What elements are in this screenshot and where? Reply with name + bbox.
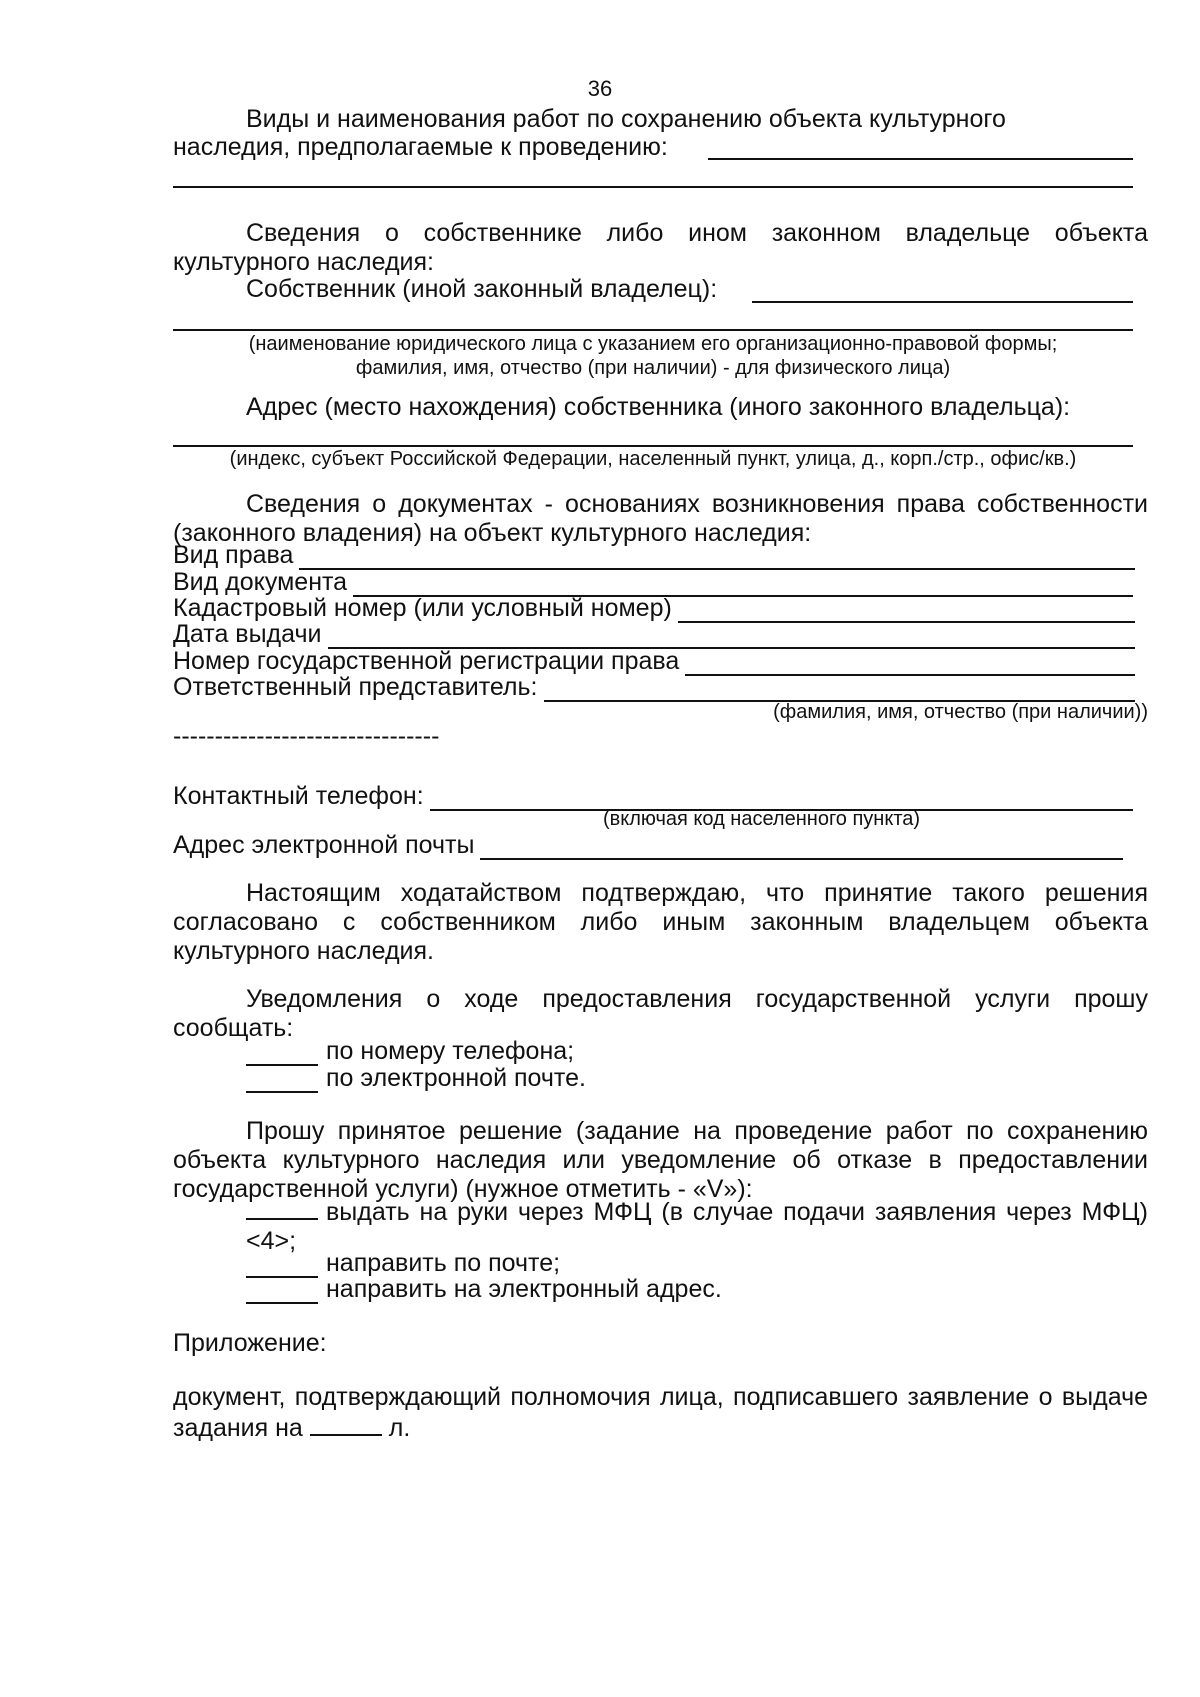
phone-hint: (включая код населенного пункта)	[603, 808, 921, 830]
field-label: Ответственный представитель:	[173, 673, 538, 701]
option-label: по электронной почте.	[326, 1064, 586, 1092]
field-issue-date[interactable]	[173, 620, 1135, 649]
field-label: Вид права	[173, 541, 294, 569]
owner-label: Собственник (иной законный владелец):	[246, 275, 718, 303]
field-representative[interactable]	[173, 673, 1135, 702]
phone-label: Контактный телефон:	[173, 782, 424, 810]
representative-hint: (фамилия, имя, отчество (при наличии))	[773, 701, 1148, 723]
owner-blank-1[interactable]	[752, 301, 1133, 303]
field-registration-number[interactable]	[173, 647, 1135, 676]
pages-count-blank[interactable]	[310, 1412, 382, 1436]
notify-option-phone[interactable]	[246, 1037, 574, 1066]
owner-intro: Сведения о собственнике либо ином законном владельце объекта культурного наследия:	[173, 219, 1148, 276]
checkbox-blank[interactable]	[246, 1196, 318, 1220]
option-label: направить на электронный адрес.	[326, 1275, 722, 1303]
field-blank[interactable]	[328, 625, 1136, 649]
notifications-intro: Уведомления о ходе предоставления государственной услуги прошу сообщать:	[173, 985, 1148, 1042]
owner-hint-2: фамилия, имя, отчество (при наличии) - для физического лица)	[355, 357, 951, 379]
decision-option-mfc[interactable]	[246, 1196, 1148, 1256]
owner-hint-1: (наименование юридического лица с указанием его организационно-правовой формы;	[248, 333, 1058, 355]
option-label: выдать на руки через МФЦ (в случае подачи заявления через МФЦ)<4>;	[246, 1198, 1148, 1255]
field-cadastral-number[interactable]	[173, 594, 1135, 623]
field-right-type[interactable]	[173, 541, 1135, 570]
notify-option-email[interactable]	[246, 1064, 586, 1093]
attachment-text	[173, 1383, 1148, 1443]
works-line2: наследия, предполагаемые к проведению:	[173, 133, 668, 161]
decision-option-email[interactable]	[246, 1275, 722, 1304]
checkbox-blank[interactable]	[246, 1069, 318, 1093]
attachment-label: Приложение:	[173, 1329, 327, 1357]
field-label: Номер государственной регистрации права	[173, 647, 680, 675]
attachment-text-part1: документ, подтверждающий полномочия лица, подписавшего заявление о выдаче задания на	[173, 1383, 1148, 1442]
email-blank[interactable]	[480, 836, 1123, 860]
decision-option-post[interactable]	[246, 1249, 560, 1278]
address-label: Адрес (место нахождения) собственника (иного законного владельца):	[246, 393, 1071, 421]
works-blank-2[interactable]	[173, 186, 1133, 188]
option-label: направить по почте;	[326, 1249, 561, 1277]
field-label: Кадастровый номер (или условный номер)	[173, 594, 672, 622]
field-label: Вид документа	[173, 568, 348, 596]
field-blank[interactable]	[544, 678, 1136, 702]
option-label: по номеру телефона;	[326, 1037, 575, 1065]
field-document-type[interactable]	[173, 568, 1133, 597]
field-email[interactable]	[173, 831, 1123, 860]
works-blank-1[interactable]	[708, 158, 1133, 160]
works-line1: Виды и наименования работ по сохранению объекта культурного	[246, 105, 1006, 133]
checkbox-blank[interactable]	[246, 1280, 318, 1304]
field-label: Дата выдачи	[173, 620, 322, 648]
checkbox-blank[interactable]	[246, 1042, 318, 1066]
field-blank[interactable]	[299, 546, 1135, 570]
consent-text: Настоящим ходатайством подтверждаю, что принятие такого решения согласовано с собственником либо иным законным владельцем объекта культурного наследия.	[173, 879, 1148, 965]
address-hint: (индекс, субъект Российской Федерации, населенный пункт, улица, д., корп./стр., офис/кв.)	[229, 448, 1077, 470]
documents-intro: Сведения о документах - основаниях возникновения права собственности (законного владения) на объект культурного наследия:	[173, 490, 1148, 547]
page-number: 36	[587, 76, 613, 101]
email-label: Адрес электронной почты	[173, 831, 475, 859]
owner-blank-2[interactable]	[173, 329, 1133, 331]
dashes-separator: --------------------------------	[173, 722, 440, 750]
decision-intro: Прошу принятое решение (задание на проведение работ по сохранению объекта культурного наследия или уведомление об отказе в предоставлении государственной услуги) (нужное отметить - «V»):	[173, 1117, 1148, 1203]
attachment-text-part2: л.	[388, 1414, 411, 1442]
